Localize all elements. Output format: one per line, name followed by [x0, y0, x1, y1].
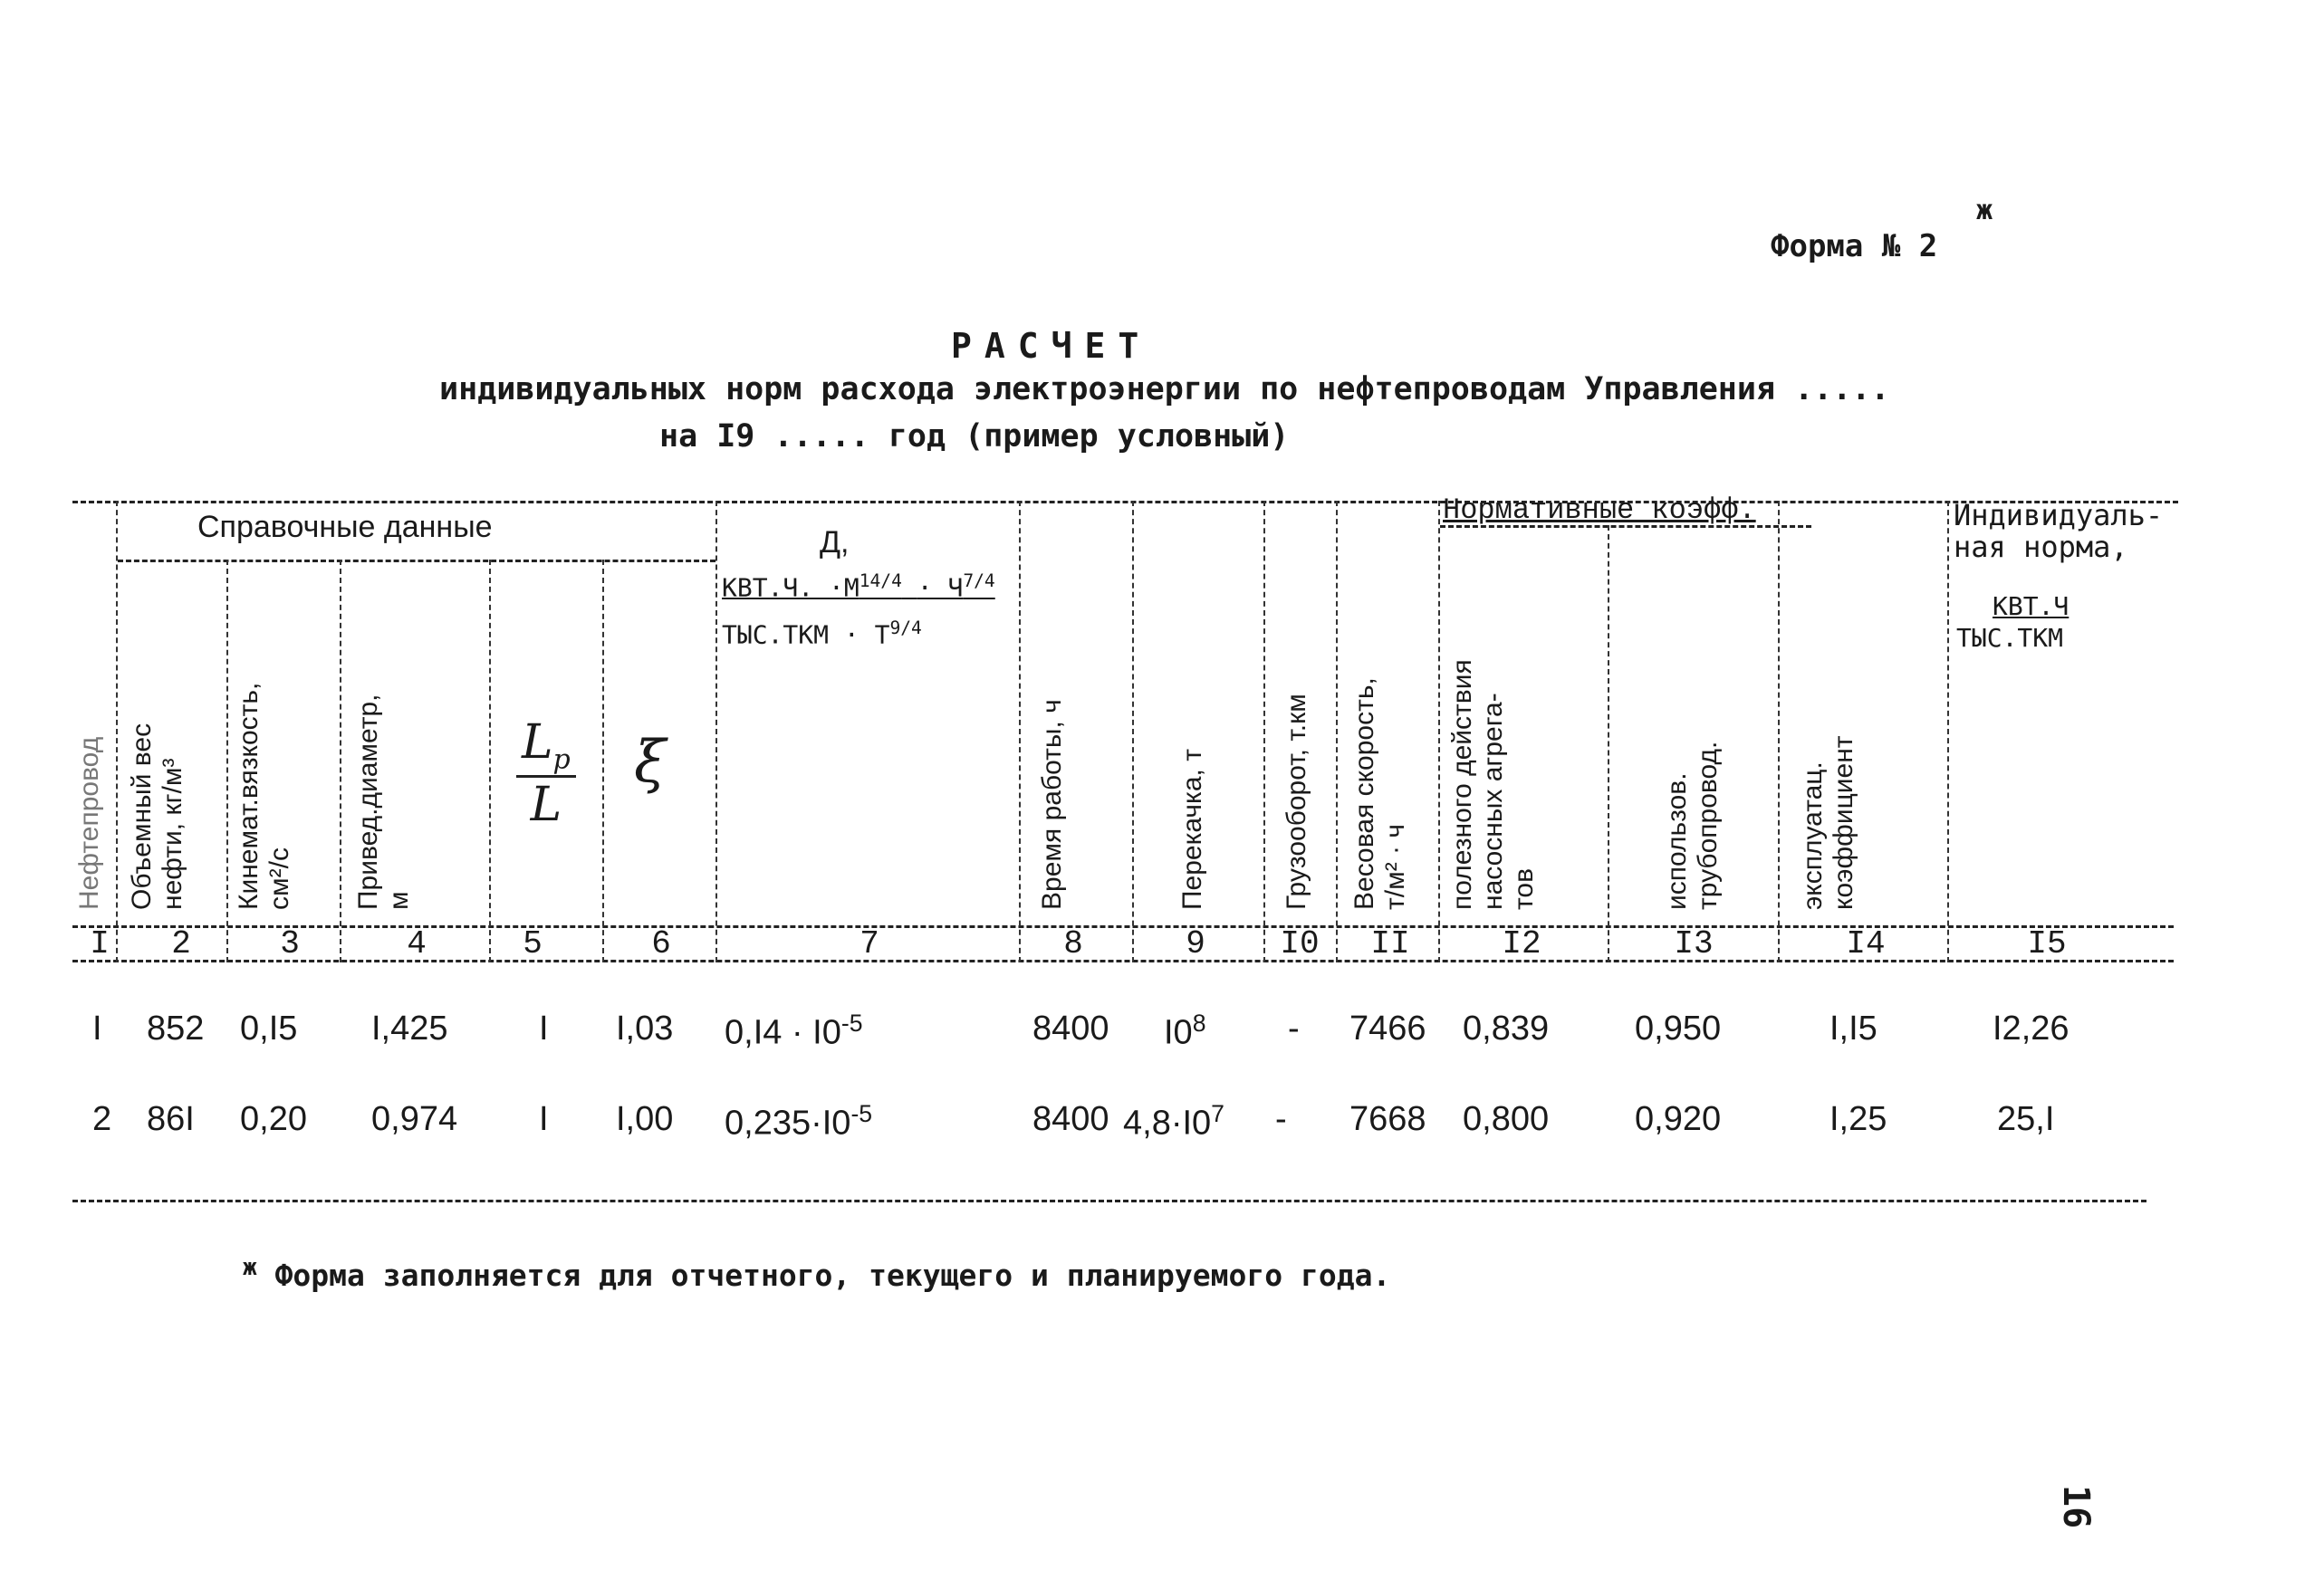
col-sep	[340, 560, 341, 962]
col-number: 3	[280, 925, 300, 962]
col-sep	[489, 560, 491, 962]
col-label-freight-turnover: Грузооборот, т.км	[1282, 694, 1311, 910]
cell-work-time: 8400	[1032, 1100, 1109, 1138]
cell-pipeline: I	[92, 1010, 102, 1048]
col-label-length-ratio: $L_p$ L	[516, 715, 576, 832]
cell-density: 86I	[147, 1100, 195, 1138]
col-number: 5	[523, 925, 543, 962]
col-label-diameter: Привед.диаметр, м	[353, 694, 414, 910]
col-sep	[1336, 501, 1338, 962]
col-label-viscosity: Кинемат.вязкость, см²/с	[234, 682, 294, 910]
col-number: 6	[651, 925, 671, 962]
individual-norm-header-line1: Индивидуаль-	[1954, 498, 2164, 532]
cell-d: $0,235\cdot I0^{-5}$	[725, 1100, 873, 1143]
cell-length-ratio: I	[539, 1100, 549, 1138]
cell-xi: I,03	[616, 1010, 674, 1048]
normative-coefficients-header: Нормативные коэфф.	[1443, 493, 1756, 527]
cell-xi: I,00	[616, 1100, 674, 1138]
col-label-operating-coef: эксплуатац. коэффициент	[1798, 735, 1858, 910]
cell-individual-norm: 25,I	[1997, 1100, 2055, 1138]
col-label-xi: ξ	[634, 729, 667, 796]
d-unit-numerator: КВТ.Ч. $\cdot М^{14/4} \cdot Ч^{7/4}$	[722, 570, 995, 603]
cell-efficiency: 0,800	[1463, 1100, 1550, 1138]
cell-pipe-utilization: 0,920	[1635, 1100, 1722, 1138]
d-coefficient-label: Д,	[820, 525, 850, 560]
cell-weight-velocity: 7668	[1349, 1100, 1426, 1138]
cell-d: $0,I4 \cdot I0^{-5}$	[725, 1010, 863, 1052]
cell-diameter: 0,974	[371, 1100, 458, 1138]
cell-density: 852	[147, 1010, 205, 1048]
document-subtitle: индивидуальных норм расхода электроэнергии по нефтепроводам Управления .....	[439, 371, 1890, 407]
cell-freight-turnover: -	[1275, 1100, 1287, 1138]
col-sep	[1608, 525, 1609, 962]
cell-work-time: 8400	[1032, 1010, 1109, 1048]
col-label-efficiency: полезного действия насосных агрега- тов	[1447, 659, 1539, 910]
cell-operating-coef: I,25	[1829, 1100, 1887, 1138]
col-sep	[1263, 501, 1265, 962]
col-number: 4	[407, 925, 427, 962]
footnote-asterisk-mark: ж	[1976, 195, 1993, 226]
col-sep	[602, 560, 604, 962]
cell-pipe-utilization: 0,950	[1635, 1010, 1722, 1048]
col-number: I5	[2027, 925, 2067, 962]
cell-diameter: I,425	[371, 1010, 448, 1048]
cell-operating-coef: I,I5	[1829, 1010, 1877, 1048]
table-top-rule	[72, 501, 2178, 503]
col-number: I	[90, 925, 110, 962]
col-label-weight-velocity: Весовая скорость, т/м² · ч	[1349, 677, 1410, 910]
document-title: РАСЧЕТ	[951, 326, 1152, 366]
col-number: I4	[1846, 925, 1886, 962]
col-number: 8	[1063, 925, 1083, 962]
page-number: 16	[2055, 1485, 2097, 1529]
document-subtitle-year: на I9 ..... год (пример условный)	[659, 418, 1290, 455]
cell-viscosity: 0,I5	[240, 1010, 298, 1048]
individual-norm-unit-bottom: ТЫС.ТКМ	[1956, 623, 2064, 653]
d-unit-denominator: $ТЫС.ТКМ \cdot Т^{9/4}$	[722, 617, 922, 650]
reference-data-header: Справочные данные	[197, 510, 493, 544]
col-sep	[1438, 501, 1440, 962]
col-number: I2	[1502, 925, 1541, 962]
col-sep	[1778, 501, 1780, 962]
cell-efficiency: 0,839	[1463, 1010, 1550, 1048]
footnote-text: Форма заполняется для отчетного, текущего и планируемого года.	[274, 1258, 1391, 1293]
reference-group-rule	[118, 560, 715, 562]
footnote-mark: ж	[243, 1254, 257, 1281]
form-number: Форма № 2	[1771, 228, 1938, 264]
col-sep	[1132, 501, 1134, 962]
cell-pumping: $I0^8$	[1164, 1010, 1206, 1052]
cell-length-ratio: I	[539, 1010, 549, 1048]
col-sep	[1019, 501, 1021, 962]
cell-viscosity: 0,20	[240, 1100, 307, 1138]
col-number: I0	[1280, 925, 1320, 962]
col-label-density: Объемный вес нефти, кг/м³	[127, 723, 187, 910]
col-number: 9	[1186, 925, 1205, 962]
col-sep	[226, 560, 228, 962]
cell-pipeline: 2	[92, 1100, 112, 1138]
col-label-pumping: Перекачка, т	[1177, 749, 1207, 910]
col-label-pipe-utilization: использов. трубопровод.	[1662, 741, 1723, 910]
col-number: 2	[171, 925, 191, 962]
cell-weight-velocity: 7466	[1349, 1010, 1426, 1048]
col-number: II	[1370, 925, 1410, 962]
col-sep	[1947, 501, 1949, 962]
col-label-pipeline: Нефтепровод	[74, 736, 104, 910]
col-number: 7	[859, 925, 879, 962]
table-bottom-rule	[72, 1200, 2146, 1202]
col-number: I3	[1674, 925, 1714, 962]
cell-pumping: $4,8\cdot I0^7$	[1123, 1100, 1224, 1143]
cell-individual-norm: I2,26	[1993, 1010, 2070, 1048]
individual-norm-unit-top: КВТ.Ч	[1993, 591, 2070, 621]
col-sep	[715, 501, 717, 962]
col-sep	[116, 501, 118, 962]
col-label-work-time: Время работы, ч	[1037, 699, 1067, 910]
footnote	[243, 1254, 1390, 1293]
cell-freight-turnover: -	[1288, 1010, 1300, 1048]
individual-norm-header-line2: ная норма,	[1954, 530, 2128, 564]
